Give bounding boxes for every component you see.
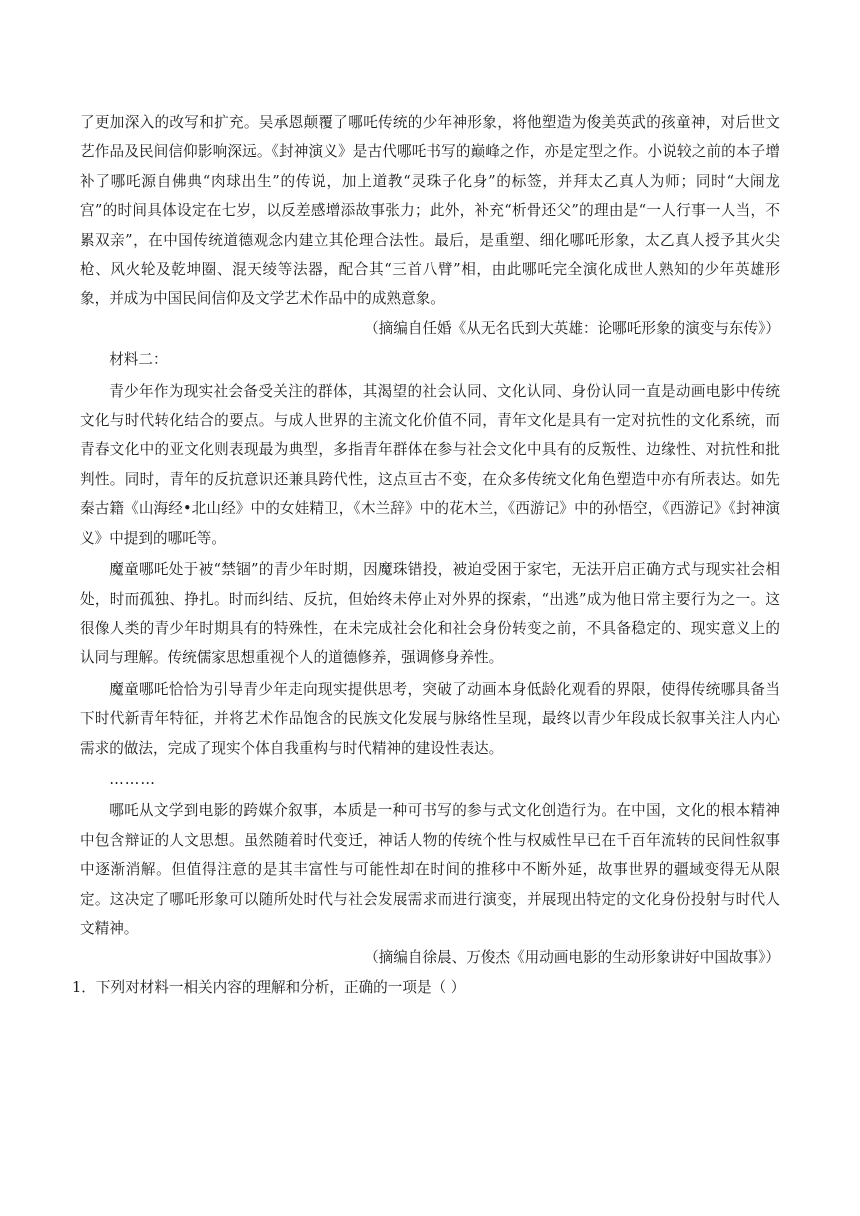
document-page	[72, 108, 780, 1002]
material2-heading: 材料二：	[109, 351, 168, 369]
question-1: 1．下列对材料一相关内容的理解和分析，正确的一项是（ ）	[72, 978, 466, 996]
material2-paragraph-4: 哪吒从文学到电影的跨媒介叙事，本质是一种可书写的参与式文化创造行为。在中国，文化的根本精神中包含辩证的人文思想。虽然随着时代变迁，神话人物的传统个性与权威性早已在千百年流转的民间性叙事中逐渐消解。但值得注意的是其丰富性与可能性却在时间的推移中不断外延，故事世界的疆域变得无从限定。这决定了哪吒形象可以随所处时代与社会发展需求而进行演变，并展现出特定的文化身份投射与时代人文精神。	[80, 802, 780, 937]
material2-paragraph-1: 青少年作为现实社会备受关注的群体，其渴望的社会认同、文化认同、身份认同一直是动画电影中传统文化与时代转化结合的要点。与成人世界的主流文化价值不同，青年文化是具有一定对抗性的文化系统，而青春文化中的亚文化则表现最为典型，多指青年群体在参与社会文化中具有的反叛性、边缘性、对抗性和批判性。同时，青年的反抗意识还兼具跨代性，这点亘古不变，在众多传统文化角色塑造中亦有所表达。如先秦古籍《山海经•北山经》中的女娃精卫，《木兰辞》中的花木兰，《西游记》中的孙悟空，《西游记》《封神演义》中提到的哪吒等。	[80, 382, 780, 547]
material2-paragraph-3: 魔童哪吒恰恰为引导青少年走向现实提供思考，突破了动画本身低龄化观看的界限，使得传统哪具备当下时代新青年特征，并将艺术作品饱含的民族文化发展与脉络性呈现，最终以青少年段成长叙事关注人内心需求的做法，完成了现实个体自我重构与时代精神的建设性表达。	[80, 680, 780, 757]
material2-source: （摘编自徐晨、万俊杰《用动画电影的生动形象讲好中国故事》）	[364, 949, 780, 967]
material1-source: （摘编自任婚《从无名氏到大英雄：论哪吒形象的演变与东传》）	[364, 319, 780, 337]
material2-ellipsis: ………	[109, 770, 156, 788]
material1-continuation: 了更加深入的改写和扩充。吴承恩颠覆了哪吒传统的少年神形象，将他塑造为俊美英武的孩童神，对后世文艺作品及民间信仰影响深远。《封神演义》是古代哪吒书写的巅峰之作，亦是定型之作。小说较之前的本子增补了哪吒源自佛典“肉球出生”的传说，加上道教“灵珠子化身”的标签，并拜太乙真人为师；同时“大闹龙宫”的时间具体设定在七岁，以反差感增添故事张力；此外，补充“析骨还父”的理由是“一人行事一人当，不累双亲”，在中国传统道德观念内建立其伦理合法性。最后，是重塑、细化哪吒形象，太乙真人授予其火尖枪、风火轮及乾坤圈、混天绫等法器，配合其“三首八臂”相，由此哪吒完全演化成世人熟知的少年英雄形象，并成为中国民间信仰及文学艺术作品中的成熟意象。	[80, 114, 780, 308]
material2-paragraph-2: 魔童哪吒处于被“禁锢”的青少年时期，因魔珠错投，被迫受困于家宅，无法开启正确方式与现实社会相处，时而孤独、挣扎。时而纠结、反抗，但始终未停止对外界的探索，“出逃”成为他日常主要行为之一。这很像人类的青少年时期具有的特殊性，在未完成社会化和社会身份转变之前，不具备稳定的、现实意义上的认同与理解。传统儒家思想重视个人的道德修养，强调修身养性。	[80, 561, 780, 667]
